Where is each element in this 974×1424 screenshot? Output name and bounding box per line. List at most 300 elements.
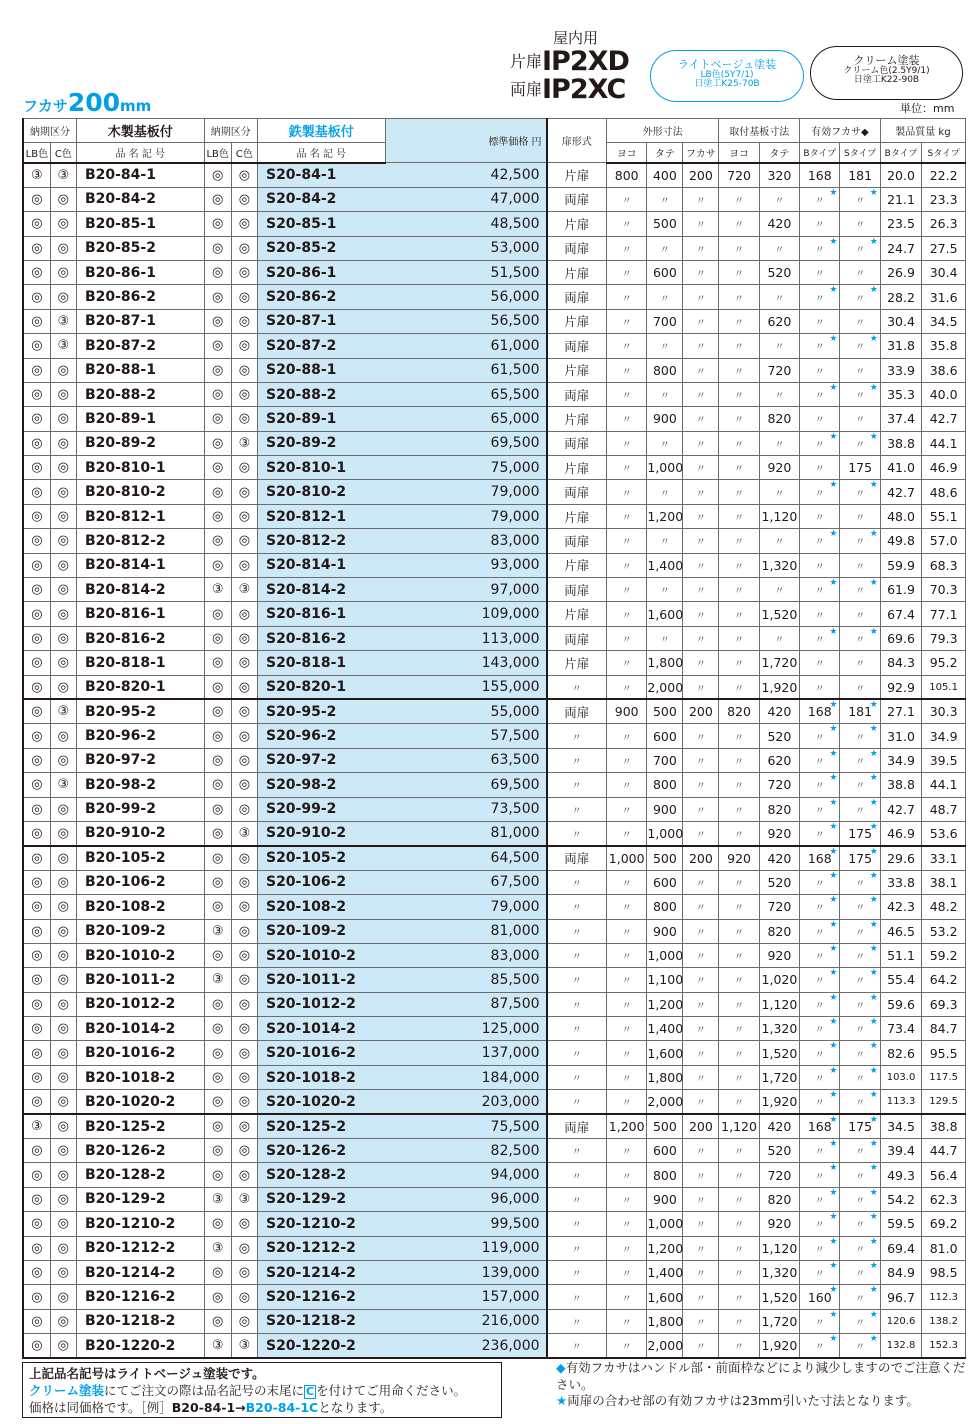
weight-s: 48.6: [922, 480, 966, 504]
wood-code: B20-1214-2: [76, 1260, 204, 1284]
c2-mark: ③: [231, 578, 257, 602]
col-m-tate: タテ: [759, 143, 799, 163]
lb2-mark: ◎: [204, 456, 231, 480]
mount-yoko: 〃: [719, 919, 759, 943]
lb-mark: ◎: [23, 846, 50, 870]
star-icon: ★: [829, 1187, 838, 1198]
c-mark: ◎: [50, 1017, 76, 1041]
mount-yoko: 〃: [719, 943, 759, 967]
lb-mark: ◎: [23, 748, 50, 772]
price: 51,500: [385, 260, 546, 284]
wood-code: B20-109-2: [76, 919, 204, 943]
star-icon: ★: [869, 968, 878, 979]
weight-s: 38.6: [922, 358, 966, 382]
c-mark: ◎: [50, 821, 76, 845]
mount-tate: 620: [759, 309, 799, 333]
weight-b: 31.0: [880, 724, 921, 748]
mount-tate: 520: [759, 1139, 799, 1163]
mount-yoko: 〃: [719, 504, 759, 528]
outer-fukasa: 〃: [683, 382, 719, 406]
steel-code: S20-820-1: [257, 675, 385, 699]
eff-s: 175 ★: [840, 846, 880, 870]
c-mark: ◎: [50, 1139, 76, 1163]
mount-tate: 1,720: [759, 1065, 799, 1089]
mount-yoko: 〃: [719, 187, 759, 211]
c-mark: ◎: [50, 724, 76, 748]
star-icon: ★: [829, 578, 838, 589]
door-type: 片扉: [547, 163, 607, 187]
outer-tate: 1,000: [647, 1212, 683, 1236]
table-row: [23, 260, 966, 284]
outer-tate: 〃: [647, 187, 683, 211]
door-type: 〃: [547, 1285, 607, 1309]
eff-b: 〃 ★: [800, 529, 840, 553]
mount-yoko: 〃: [719, 285, 759, 309]
c2-mark: ◎: [231, 797, 257, 821]
note-cream: クリーム塗装: [29, 1382, 105, 1398]
outer-tate: 800: [647, 358, 683, 382]
star-icon: ★: [556, 1393, 568, 1408]
c2-mark: ◎: [231, 382, 257, 406]
lb2-mark: ◎: [204, 382, 231, 406]
star-icon: ★: [829, 1090, 838, 1101]
price: 83,000: [385, 529, 546, 553]
outer-tate: 600: [647, 1139, 683, 1163]
c-color: クリーム色(2.5Y9/1): [843, 65, 930, 76]
mount-tate: 520: [759, 260, 799, 284]
mount-tate: 〃: [759, 431, 799, 455]
c2-mark: ◎: [231, 1090, 257, 1114]
outer-tate: 1,200: [647, 1236, 683, 1260]
weight-b: 41.0: [880, 456, 921, 480]
c2-mark: ◎: [231, 895, 257, 919]
eff-b: 〃 ★: [800, 1065, 840, 1089]
lb2-mark: ③: [204, 1187, 231, 1211]
c2-mark: ③: [231, 821, 257, 845]
steel-code: S20-88-2: [257, 382, 385, 406]
lb-mark: ◎: [23, 626, 50, 650]
weight-s: 57.0: [922, 529, 966, 553]
outer-yoko: 〃: [607, 675, 647, 699]
steel-code: S20-1216-2: [257, 1285, 385, 1309]
eff-b: 〃 ★: [800, 1163, 840, 1187]
outer-fukasa: 〃: [683, 919, 719, 943]
outer-yoko: 〃: [607, 260, 647, 284]
c2-mark: ◎: [231, 1309, 257, 1333]
wood-code: B20-1018-2: [76, 1065, 204, 1089]
eff-s: 〃 ★: [840, 797, 880, 821]
c-mark: ◎: [50, 1163, 76, 1187]
wood-code: B20-84-2: [76, 187, 204, 211]
eff-b: 〃 ★: [800, 1212, 840, 1236]
weight-b: 46.9: [880, 821, 921, 845]
door-type: 両扉: [547, 431, 607, 455]
lb2-mark: ◎: [204, 773, 231, 797]
price: 79,000: [385, 480, 546, 504]
steel-code: S20-129-2: [257, 1187, 385, 1211]
outer-yoko: 1,200: [607, 1114, 647, 1138]
mount-tate: 1,920: [759, 1334, 799, 1358]
c2-mark: ◎: [231, 699, 257, 723]
door-type: 両扉: [547, 187, 607, 211]
outer-fukasa: 〃: [683, 992, 719, 1016]
wood-code: B20-1218-2: [76, 1309, 204, 1333]
weight-s: 30.4: [922, 260, 966, 284]
outer-yoko: 〃: [607, 382, 647, 406]
lb-mark: ◎: [23, 309, 50, 333]
door-type: 片扉: [547, 456, 607, 480]
wood-code: B20-87-2: [76, 334, 204, 358]
eff-b: 〃 ★: [800, 1041, 840, 1065]
c2-mark: ◎: [231, 626, 257, 650]
mount-tate: 520: [759, 724, 799, 748]
lb2-mark: ◎: [204, 1090, 231, 1114]
eff-s: 〃: [840, 553, 880, 577]
lb2-mark: ◎: [204, 431, 231, 455]
lb-mark: ◎: [23, 480, 50, 504]
table-row: [23, 1090, 966, 1114]
mount-yoko: 〃: [719, 1236, 759, 1260]
price: 65,000: [385, 407, 546, 431]
table-row: [23, 309, 966, 333]
steel-code: S20-97-2: [257, 748, 385, 772]
outer-fukasa: 〃: [683, 651, 719, 675]
outer-yoko: 〃: [607, 1309, 647, 1333]
c2-mark: ◎: [231, 260, 257, 284]
weight-s: 40.0: [922, 382, 966, 406]
steel-code: S20-95-2: [257, 699, 385, 723]
mount-yoko: 〃: [719, 992, 759, 1016]
eff-s: 175 ★: [840, 1114, 880, 1138]
col-fukasa: フカサ: [683, 143, 719, 163]
mount-tate: 1,120: [759, 992, 799, 1016]
price: 83,000: [385, 943, 546, 967]
table-row: [23, 578, 966, 602]
mount-tate: 〃: [759, 626, 799, 650]
star-icon: ★: [829, 821, 838, 832]
star-icon: ★: [829, 943, 838, 954]
steel-code: S20-85-1: [257, 212, 385, 236]
lb-mark: ◎: [23, 1285, 50, 1309]
weight-s: 68.3: [922, 553, 966, 577]
star-icon: ★: [869, 1139, 878, 1150]
star-icon: ★: [869, 1187, 878, 1198]
lb-mark: ◎: [23, 578, 50, 602]
table-row: [23, 797, 966, 821]
steel-code: S20-89-2: [257, 431, 385, 455]
weight-b: 59.5: [880, 1212, 921, 1236]
weight-b: 34.5: [880, 1114, 921, 1138]
door-type: 両扉: [547, 578, 607, 602]
outer-fukasa: 〃: [683, 1090, 719, 1114]
mount-yoko: 〃: [719, 1334, 759, 1358]
lb-mark: ◎: [23, 1017, 50, 1041]
door-type: 片扉: [547, 358, 607, 382]
lb-mark: ◎: [23, 285, 50, 309]
col-lb: LB色: [23, 143, 50, 163]
price: 56,000: [385, 285, 546, 309]
lb2-mark: ◎: [204, 602, 231, 626]
star-icon: ★: [869, 1163, 878, 1174]
weight-b: 103.0: [880, 1065, 921, 1089]
outer-yoko: 〃: [607, 773, 647, 797]
weight-s: 35.8: [922, 334, 966, 358]
door-type: 〃: [547, 1065, 607, 1089]
mount-tate: 420: [759, 699, 799, 723]
steel-code: S20-818-1: [257, 651, 385, 675]
lb-mark: ◎: [23, 382, 50, 406]
lb-mark: ◎: [23, 992, 50, 1016]
fukasa-label: フカサ: [23, 97, 68, 115]
star-icon: ★: [829, 870, 838, 881]
mount-yoko: 〃: [719, 1041, 759, 1065]
steel-code: S20-106-2: [257, 870, 385, 894]
star-icon: ★: [869, 1115, 878, 1126]
lb-mark: ◎: [23, 456, 50, 480]
door-type: 〃: [547, 1163, 607, 1187]
cream-badge: [810, 46, 963, 100]
door-type: 両扉: [547, 626, 607, 650]
c-mark: ◎: [50, 1260, 76, 1284]
weight-s: 129.5: [922, 1090, 966, 1114]
price: 216,000: [385, 1309, 546, 1333]
table-row: [23, 626, 966, 650]
outer-tate: 1,600: [647, 1041, 683, 1065]
lb-mark: ◎: [23, 431, 50, 455]
eff-b: 〃 ★: [800, 895, 840, 919]
price: 67,500: [385, 870, 546, 894]
c2-mark: ◎: [231, 285, 257, 309]
mount-yoko: 〃: [719, 1090, 759, 1114]
price: 139,000: [385, 1260, 546, 1284]
outer-tate: 1,000: [647, 821, 683, 845]
c-mark: ◎: [50, 529, 76, 553]
wood-code: B20-88-1: [76, 358, 204, 382]
outer-fukasa: 〃: [683, 1041, 719, 1065]
wood-code: B20-106-2: [76, 870, 204, 894]
price: 93,000: [385, 553, 546, 577]
eff-s: 〃 ★: [840, 626, 880, 650]
eff-b: 〃 ★: [800, 1260, 840, 1284]
mount-yoko: 〃: [719, 480, 759, 504]
outer-tate: 700: [647, 748, 683, 772]
mount-yoko: 820: [719, 699, 759, 723]
star-icon: ★: [829, 1041, 838, 1052]
lb2-mark: ◎: [204, 1065, 231, 1089]
lb-mark: ◎: [23, 724, 50, 748]
price: 64,500: [385, 846, 546, 870]
col-price: 標準価格 円: [385, 119, 546, 163]
lb-mark: ◎: [23, 1309, 50, 1333]
steel-code: S20-99-2: [257, 797, 385, 821]
lb2-mark: ◎: [204, 699, 231, 723]
col-mount: 取付基板寸法: [719, 119, 800, 143]
eff-b: 〃 ★: [800, 724, 840, 748]
eff-s: 〃 ★: [840, 578, 880, 602]
c2-mark: ③: [231, 1187, 257, 1211]
c-mark: ◎: [50, 578, 76, 602]
lb2-mark: ◎: [204, 309, 231, 333]
c2-mark: ◎: [231, 968, 257, 992]
outer-yoko: 〃: [607, 236, 647, 260]
mount-yoko: 〃: [719, 431, 759, 455]
steel-code: S20-128-2: [257, 1163, 385, 1187]
weight-s: 138.2: [922, 1309, 966, 1333]
c-mark: ◎: [50, 992, 76, 1016]
door-type: 両扉: [547, 529, 607, 553]
table-row: [23, 1334, 966, 1358]
outer-fukasa: 〃: [683, 1236, 719, 1260]
outer-tate: 800: [647, 1163, 683, 1187]
wood-code: B20-816-1: [76, 602, 204, 626]
wood-code: B20-1012-2: [76, 992, 204, 1016]
price: 119,000: [385, 1236, 546, 1260]
outer-tate: 〃: [647, 431, 683, 455]
lb-mark: ◎: [23, 1041, 50, 1065]
door-type: 〃: [547, 1139, 607, 1163]
mount-tate: 1,520: [759, 602, 799, 626]
steel-code: S20-109-2: [257, 919, 385, 943]
weight-s: 34.9: [922, 724, 966, 748]
mount-yoko: 〃: [719, 1163, 759, 1187]
steel-code: S20-814-2: [257, 578, 385, 602]
steel-code: S20-1016-2: [257, 1041, 385, 1065]
eff-s: 〃 ★: [840, 895, 880, 919]
c-mark: ◎: [50, 870, 76, 894]
outer-fukasa: 〃: [683, 1017, 719, 1041]
mount-yoko: 〃: [719, 870, 759, 894]
mount-tate: 1,120: [759, 504, 799, 528]
star-icon: ★: [869, 431, 878, 442]
lb-mark: ◎: [23, 1260, 50, 1284]
outer-fukasa: 〃: [683, 285, 719, 309]
steel-code: S20-1011-2: [257, 968, 385, 992]
outer-tate: 700: [647, 309, 683, 333]
weight-b: 31.8: [880, 334, 921, 358]
mount-yoko: 〃: [719, 1212, 759, 1236]
outer-fukasa: 〃: [683, 553, 719, 577]
mount-tate: 〃: [759, 334, 799, 358]
weight-s: 117.5: [922, 1065, 966, 1089]
price: 137,000: [385, 1041, 546, 1065]
eff-b: 〃 ★: [800, 773, 840, 797]
weight-b: 29.6: [880, 846, 921, 870]
table-row: [23, 1041, 966, 1065]
mount-tate: 〃: [759, 529, 799, 553]
outer-fukasa: 200: [683, 846, 719, 870]
price: 65,500: [385, 382, 546, 406]
outer-fukasa: 200: [683, 163, 719, 187]
table-row: [23, 1236, 966, 1260]
lb2-mark: ◎: [204, 1285, 231, 1309]
weight-b: 59.9: [880, 553, 921, 577]
eff-b: 〃: [800, 212, 840, 236]
lb2-mark: ◎: [204, 553, 231, 577]
door-type: 片扉: [547, 553, 607, 577]
price: 85,500: [385, 968, 546, 992]
lb2-mark: ◎: [204, 480, 231, 504]
eff-s: 〃: [840, 504, 880, 528]
star-icon: ★: [869, 919, 878, 930]
c2-mark: ③: [231, 431, 257, 455]
star-icon: ★: [829, 748, 838, 759]
outer-tate: 400: [647, 163, 683, 187]
weight-s: 105.1: [922, 675, 966, 699]
mount-tate: 〃: [759, 236, 799, 260]
double-model-code: IP2XC: [542, 74, 626, 105]
star-icon: ★: [869, 334, 878, 345]
lb-mark: ◎: [23, 773, 50, 797]
c-mark: ◎: [50, 1334, 76, 1358]
outer-yoko: 〃: [607, 1285, 647, 1309]
wood-code: B20-86-1: [76, 260, 204, 284]
lb-mark: ◎: [23, 553, 50, 577]
wood-code: B20-812-1: [76, 504, 204, 528]
mount-tate: 620: [759, 748, 799, 772]
c-mark: ◎: [50, 358, 76, 382]
price: 113,000: [385, 626, 546, 650]
mount-tate: 1,520: [759, 1041, 799, 1065]
eff-b: 〃: [800, 358, 840, 382]
star-icon: ★: [829, 529, 838, 540]
col-wood: 木製基板付: [76, 119, 204, 143]
c2-mark: ◎: [231, 1139, 257, 1163]
outer-tate: 〃: [647, 626, 683, 650]
weight-s: 27.5: [922, 236, 966, 260]
eff-s: 〃: [840, 602, 880, 626]
star-icon: ★: [829, 1334, 838, 1345]
lb-mark: ◎: [23, 504, 50, 528]
c2-mark: ◎: [231, 773, 257, 797]
mount-yoko: 〃: [719, 260, 759, 284]
weight-s: 152.3: [922, 1334, 966, 1358]
door-type: 両扉: [547, 846, 607, 870]
outer-yoko: 〃: [607, 626, 647, 650]
outer-yoko: 〃: [607, 431, 647, 455]
mount-yoko: 〃: [719, 724, 759, 748]
mount-tate: 320: [759, 163, 799, 187]
c-mark: ◎: [50, 1236, 76, 1260]
door-type: 片扉: [547, 309, 607, 333]
mount-tate: 〃: [759, 382, 799, 406]
lb2-mark: ◎: [204, 285, 231, 309]
weight-b: 61.9: [880, 578, 921, 602]
weight-b: 84.9: [880, 1260, 921, 1284]
note-star: [556, 1393, 966, 1410]
outer-fukasa: 〃: [683, 1309, 719, 1333]
table-row: [23, 1017, 966, 1041]
star-icon: ★: [869, 626, 878, 637]
outer-tate: 2,000: [647, 675, 683, 699]
table-row: [23, 773, 966, 797]
table-row: [23, 675, 966, 699]
star-icon: ★: [869, 1065, 878, 1076]
c-mark: ◎: [50, 212, 76, 236]
outer-tate: 1,000: [647, 456, 683, 480]
mount-tate: 520: [759, 870, 799, 894]
steel-code: S20-105-2: [257, 846, 385, 870]
c-code: 日塗工K22-90B: [853, 74, 920, 85]
star-icon: ★: [829, 480, 838, 491]
c2-mark: ◎: [231, 187, 257, 211]
eff-b: 〃 ★: [800, 578, 840, 602]
eff-b: 〃 ★: [800, 187, 840, 211]
c-mark: ◎: [50, 675, 76, 699]
price: 57,500: [385, 724, 546, 748]
lb2-mark: ◎: [204, 529, 231, 553]
lb-mark: ◎: [23, 919, 50, 943]
table-row: [23, 431, 966, 455]
